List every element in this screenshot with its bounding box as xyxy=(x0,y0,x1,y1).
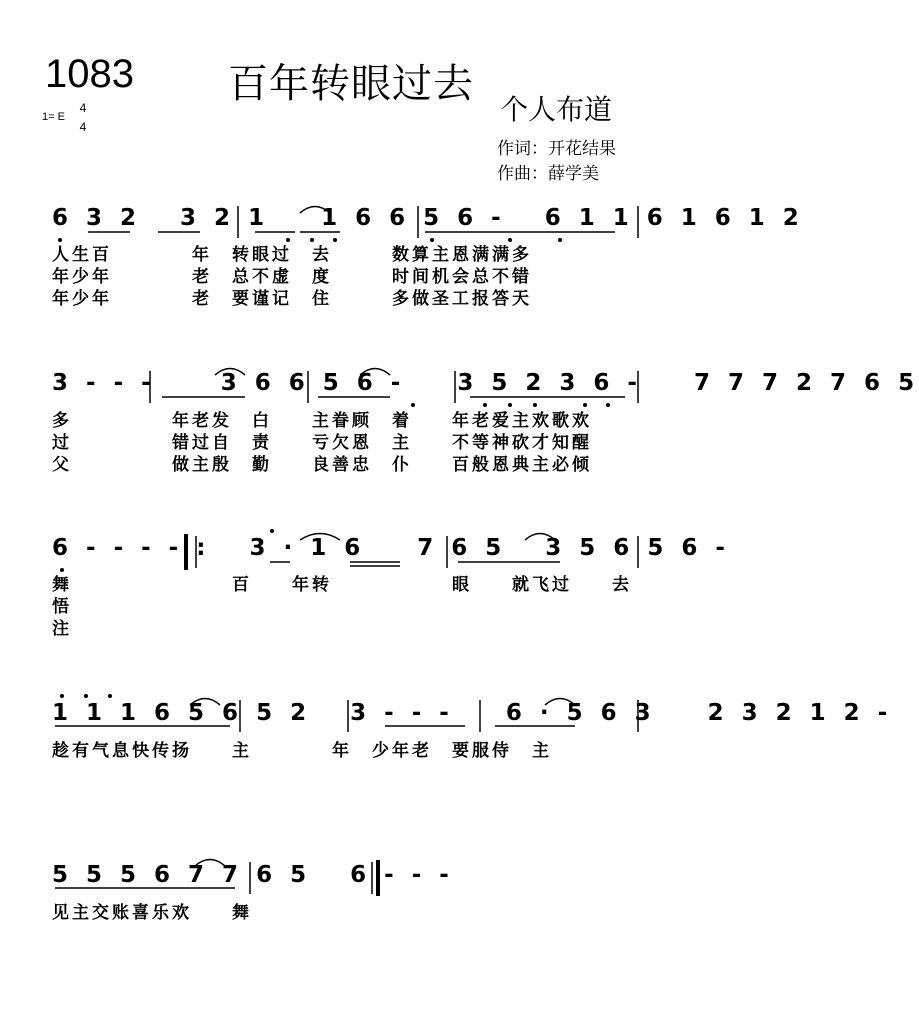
system-2-measure-2: 3 6 6 5 6 - xyxy=(220,370,406,396)
system-3-lyric-2: 悟 xyxy=(52,597,72,617)
key-signature: 1= E xyxy=(42,111,65,123)
system-5-measure-2: 6 - - - xyxy=(350,862,454,888)
system-1-lyric-3: 年少年 老 要谨记 住 多做圣工报答天 xyxy=(52,289,532,309)
song-title: 百年转眼过去 xyxy=(228,61,474,107)
system-5-lyric-1: 见主交账喜乐欢 舞 xyxy=(52,903,252,923)
system-4-lyric-1: 趁有气息快传扬 主 年 少年老 要服侍 主 xyxy=(52,741,552,761)
system-4-measure-4: 2 3 2 1 2 - xyxy=(707,700,893,726)
system-2-measure-1: 3 - - - xyxy=(52,370,156,396)
system-2-lyric-2: 过 错过自 责 亏欠恩 主 不等神砍才知醒 xyxy=(52,433,592,453)
system-2-lyric-3: 父 做主殷 勤 良善忠 仆 百般恩典主必倾 xyxy=(52,455,592,475)
time-signature-top: 4 xyxy=(79,101,87,115)
system-4-measure-3: 6 · 5 6 3 xyxy=(505,700,656,726)
song-subtitle: 个人布道 xyxy=(500,93,613,126)
system-4-measure-2: 3 - - - xyxy=(350,700,454,726)
song-number: 1083 xyxy=(45,52,134,96)
system-3-lyric-3: 注 xyxy=(52,619,72,639)
system-5-measure-1: 5 5 5 6 7 7 6 5 xyxy=(52,862,312,888)
system-1-notes: 6 3 2 3 2 1 1 6 6 5 6 - 6 1 1 6 1 6 1 2 xyxy=(52,205,804,231)
system-3-notes: 6 - - - - : 3 · 1 6 7 6 5 3 5 6 5 6 - xyxy=(52,535,730,561)
composer: 作曲：薛学美 xyxy=(497,164,599,184)
system-1-lyric-2: 年少年 老 总不虚 度 时间机会总不错 xyxy=(52,267,532,287)
system-1-lyric-1: 人生百 年 转眼过 去 数算主恩满满多 xyxy=(52,245,532,265)
lyricist: 作词：开花结果 xyxy=(497,139,616,159)
system-2-measure-3: 3 5 2 3 6 - xyxy=(457,370,642,396)
system-3-lyric-1: 舞 百 年转 眼 就飞过 去 xyxy=(52,575,632,595)
system-2-measure-4: 7 7 7 2 7 6 5 xyxy=(694,370,919,396)
time-signature-bottom: 4 xyxy=(79,120,87,134)
system-4-measure-1: 1 1 1 6 5 6 5 2 xyxy=(52,700,312,726)
system-2-lyric-1: 多 年老发 白 主眷顾 着 年老爱主欢歌欢 xyxy=(52,411,592,431)
